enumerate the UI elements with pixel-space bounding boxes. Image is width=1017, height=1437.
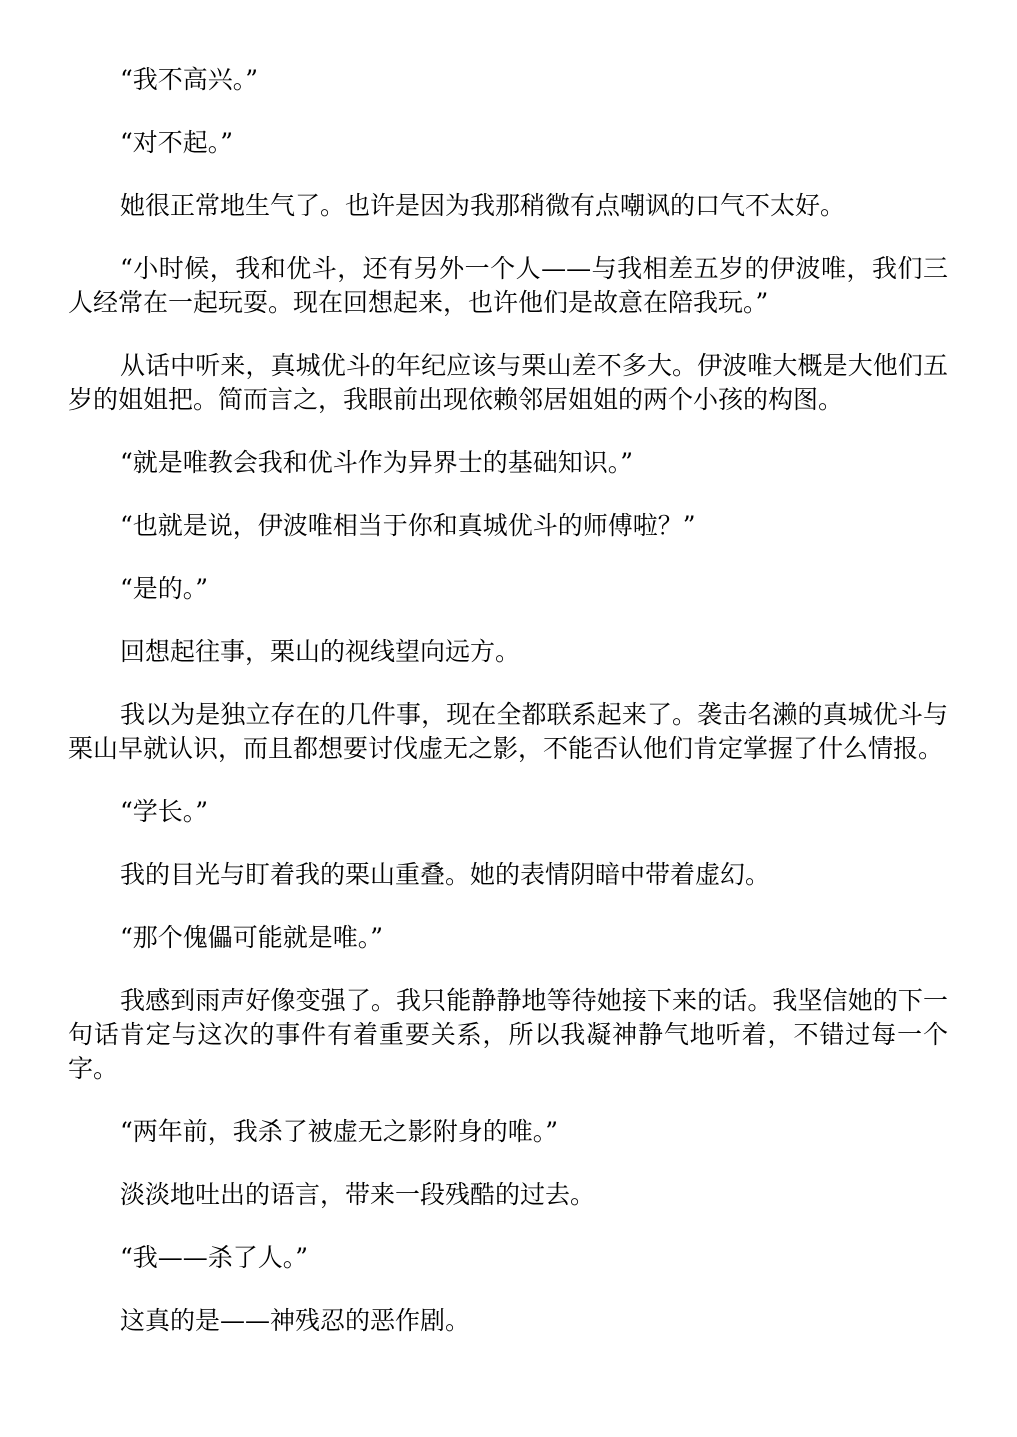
paragraph: 淡淡地吐出的语言，带来一段残酷的过去。 <box>120 1180 596 1209</box>
paragraph: “是的。” <box>120 574 209 603</box>
paragraph: 我感到雨声好像变强了。我只能静静地等待她接下来的话。我坚信她的下一句话肯定与这次的事件有着重要关系，所以我凝神静气地听着，不错过每一个字。 <box>68 986 948 1083</box>
paragraph: “我不高兴。” <box>120 65 259 94</box>
paragraph: “对不起。” <box>120 128 234 157</box>
paragraph: 我的目光与盯着我的栗山重叠。她的表情阴暗中带着虚幻。 <box>120 860 771 889</box>
body-text <box>68 63 948 1367</box>
paragraph: 这真的是——神残忍的恶作剧。 <box>120 1306 471 1335</box>
paragraph: 她很正常地生气了。也许是因为我那稍微有点嘲讽的口气不太好。 <box>120 191 846 220</box>
paragraph: “那个傀儡可能就是唯。” <box>120 923 384 952</box>
paragraph: “学长。” <box>120 797 209 826</box>
paragraph: 回想起往事，栗山的视线望向远方。 <box>120 637 521 666</box>
paragraph: “就是唯教会我和优斗作为异界士的基础知识。” <box>120 448 634 477</box>
paragraph: “也就是说，伊波唯相当于你和真城优斗的师傅啦？” <box>120 511 696 540</box>
paragraph: “两年前，我杀了被虚无之影附身的唯。” <box>120 1117 559 1146</box>
paragraph: “我——杀了人。” <box>120 1243 309 1272</box>
paragraph: 从话中听来，真城优斗的年纪应该与栗山差不多大。伊波唯大概是大他们五岁的姐姐把。简而言之，我眼前出现依赖邻居姐姐的两个小孩的构图。 <box>68 351 948 414</box>
paragraph: “小时候，我和优斗，还有另外一个人——与我相差五岁的伊波唯，我们三人经常在一起玩耍。现在回想起来，也许他们是故意在陪我玩。” <box>68 254 948 317</box>
paragraph: 我以为是独立存在的几件事，现在全都联系起来了。袭击名濑的真城优斗与栗山早就认识，而且都想要讨伐虚无之影，不能否认他们肯定掌握了什么情报。 <box>68 700 948 763</box>
